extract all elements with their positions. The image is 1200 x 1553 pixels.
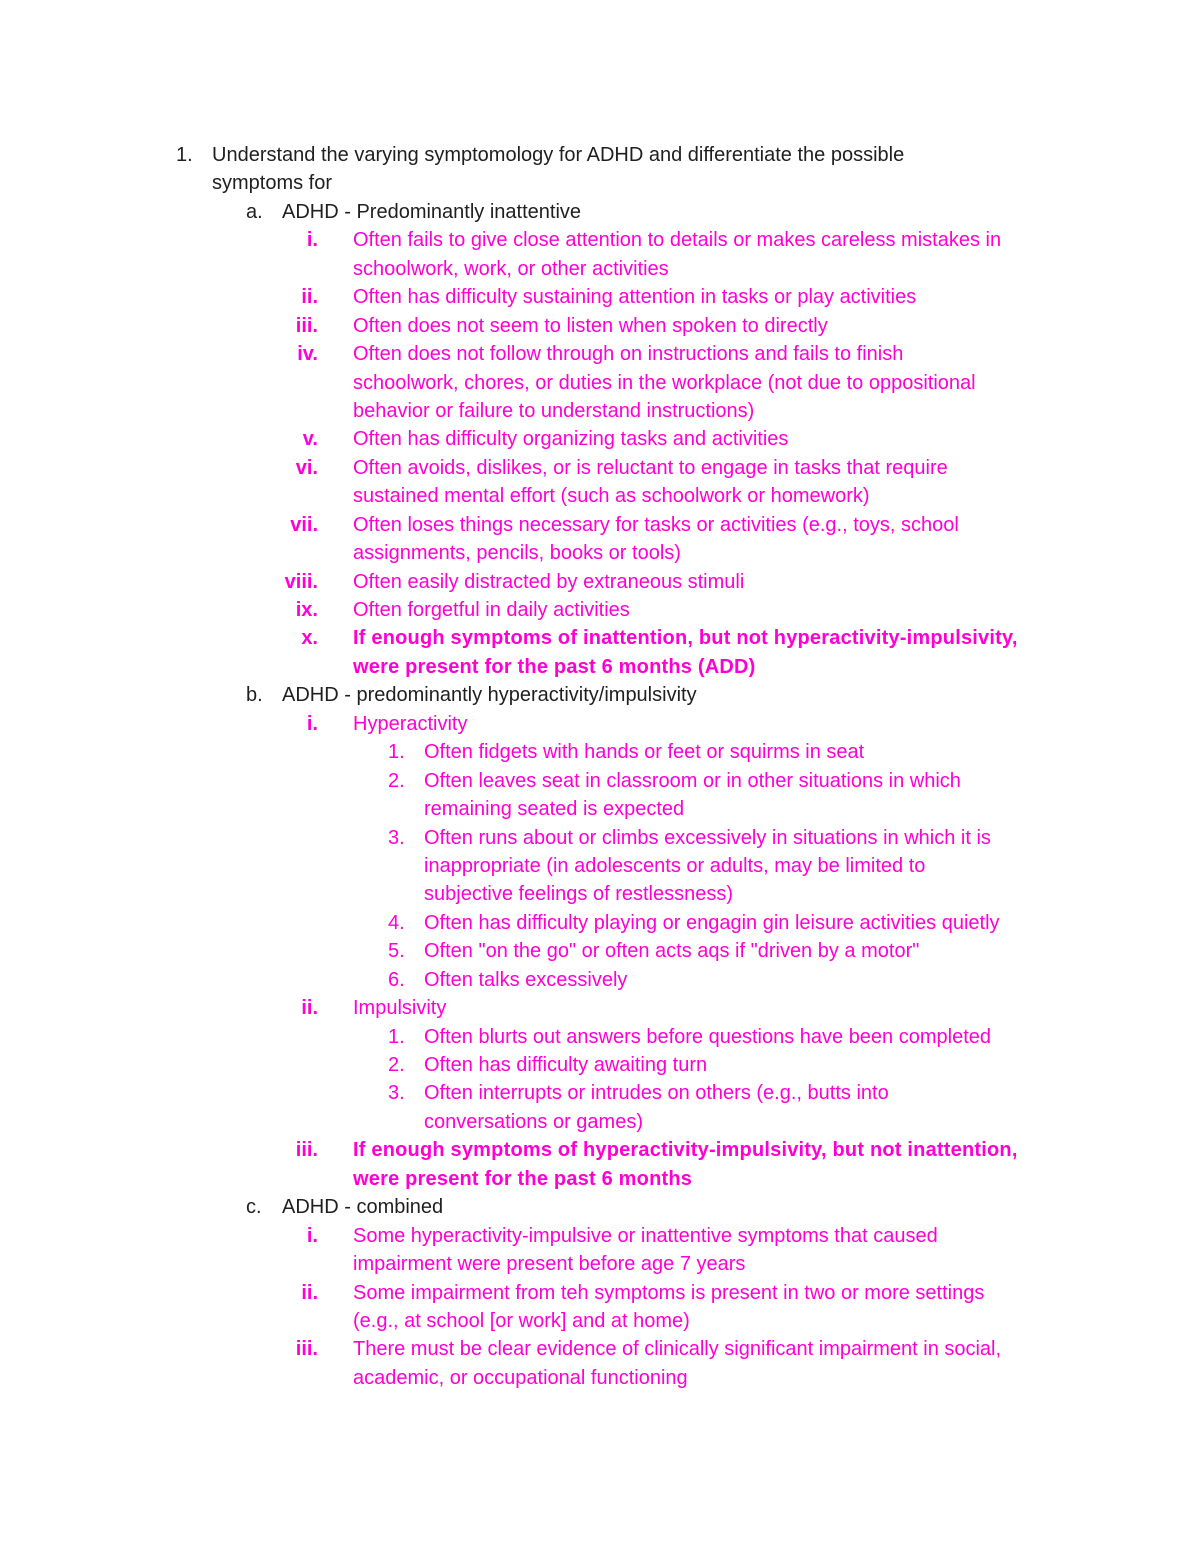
list-item bbox=[0, 824, 1200, 852]
item-text: Often interrupts or intrudes on others (e.g., butts into bbox=[424, 1082, 889, 1105]
section-heading: ADHD - combined bbox=[282, 1196, 444, 1219]
summary-text: If enough symptoms of hyperactivity-impulsivity, but not inattention, bbox=[353, 1139, 1018, 1162]
list-item bbox=[0, 511, 1200, 539]
list-item-summary-cont bbox=[0, 653, 1200, 681]
roman-marker: i. bbox=[306, 712, 318, 735]
summary-text: were present for the past 6 months (ADD) bbox=[353, 655, 756, 678]
list-item-summary bbox=[0, 624, 1200, 652]
list-letter: c. bbox=[246, 1196, 262, 1219]
list-item-summary-cont bbox=[0, 1165, 1200, 1193]
summary-text: If enough symptoms of inattention, but not hyperactivity-impulsivity, bbox=[353, 627, 1018, 650]
item-text: Often easily distracted by extraneous stimuli bbox=[353, 570, 745, 593]
list-item bbox=[0, 425, 1200, 453]
roman-marker: vi. bbox=[295, 456, 318, 479]
section-heading: ADHD - predominantly hyperactivity/impulsivity bbox=[282, 684, 697, 707]
list-number: 3. bbox=[388, 826, 405, 849]
list-item bbox=[0, 283, 1200, 311]
item-text: subjective feelings of restlessness) bbox=[424, 883, 734, 906]
list-number: 1. bbox=[388, 1025, 405, 1048]
item-text: Often has difficulty sustaining attention in tasks or play activities bbox=[353, 286, 917, 309]
roman-marker: ii. bbox=[301, 286, 318, 309]
item-text: symptoms for bbox=[212, 172, 333, 195]
list-item-cont bbox=[0, 255, 1200, 283]
list-item bbox=[0, 1222, 1200, 1250]
list-item bbox=[0, 1279, 1200, 1307]
item-text: academic, or occupational functioning bbox=[353, 1366, 688, 1389]
subsection-hyperactivity bbox=[0, 710, 1200, 738]
list-letter: b. bbox=[246, 684, 263, 707]
list-item bbox=[0, 568, 1200, 596]
item-text: impairment were present before age 7 years bbox=[353, 1253, 746, 1276]
list-number: 6. bbox=[388, 968, 405, 991]
item-text: Often has difficulty playing or engagin gin leisure activities quietly bbox=[424, 911, 1000, 934]
roman-marker: v. bbox=[302, 428, 318, 451]
section-heading: ADHD - Predominantly inattentive bbox=[282, 200, 582, 223]
list-item-cont bbox=[0, 1364, 1200, 1392]
summary-text: were present for the past 6 months bbox=[353, 1167, 693, 1190]
section-b-heading bbox=[0, 681, 1200, 709]
list-item-cont bbox=[0, 397, 1200, 425]
roman-marker: i. bbox=[306, 1224, 318, 1247]
section-c-heading bbox=[0, 1193, 1200, 1221]
roman-marker: iii. bbox=[295, 1139, 318, 1162]
subsection-impulsivity bbox=[0, 994, 1200, 1022]
list-item bbox=[0, 767, 1200, 795]
list-item-cont bbox=[0, 1307, 1200, 1335]
item-text: schoolwork, work, or other activities bbox=[353, 257, 669, 280]
list-item-summary bbox=[0, 1136, 1200, 1164]
item-text: Often forgetful in daily activities bbox=[353, 599, 630, 621]
item-text: conversations or games) bbox=[424, 1110, 643, 1133]
list-item-cont bbox=[0, 539, 1200, 567]
item-text: Some impairment from teh symptoms is present in two or more settings bbox=[353, 1281, 985, 1304]
roman-marker: vii. bbox=[290, 513, 318, 536]
item-text: Often loses things necessary for tasks or activities (e.g., toys, school bbox=[353, 513, 959, 536]
list-item bbox=[0, 1051, 1200, 1079]
list-item bbox=[0, 966, 1200, 994]
roman-marker: ix. bbox=[295, 599, 318, 621]
subsection-label: Hyperactivity bbox=[353, 712, 468, 735]
list-number: 1. bbox=[176, 144, 193, 166]
item-text: remaining seated is expected bbox=[424, 798, 685, 821]
item-text: Often runs about or climbs excessively in situations in which it is bbox=[424, 826, 991, 849]
item-text: Often does not seem to listen when spoken to directly bbox=[353, 314, 828, 337]
list-number: 4. bbox=[388, 911, 405, 934]
list-item bbox=[0, 454, 1200, 482]
roman-marker: iii. bbox=[295, 1338, 318, 1361]
roman-marker: iv. bbox=[297, 343, 318, 366]
item-text: Often talks excessively bbox=[424, 968, 628, 991]
item-text: Often fails to give close attention to details or makes careless mistakes in bbox=[353, 229, 1002, 252]
item-text: Often has difficulty organizing tasks and activities bbox=[353, 428, 789, 451]
subsection-label: Impulsivity bbox=[353, 997, 447, 1020]
list-item bbox=[0, 312, 1200, 340]
list-item bbox=[0, 1335, 1200, 1363]
item-text: (e.g., at school [or work] and at home) bbox=[353, 1309, 690, 1332]
list-item-cont bbox=[0, 852, 1200, 880]
list-item bbox=[0, 738, 1200, 766]
item-text: sustained mental effort (such as schoolwork or homework) bbox=[353, 485, 870, 508]
document-body bbox=[0, 141, 1200, 1392]
roman-marker: ii. bbox=[301, 997, 318, 1020]
roman-marker: viii. bbox=[284, 570, 318, 593]
list-letter: a. bbox=[246, 200, 263, 223]
list-number: 2. bbox=[388, 1054, 405, 1076]
item-text: Often fidgets with hands or feet or squirms in seat bbox=[424, 741, 865, 764]
list-number: 3. bbox=[388, 1082, 405, 1105]
item-text: Often does not follow through on instructions and fails to finish bbox=[353, 343, 904, 366]
item-text: Often "on the go" or often acts aqs if "driven by a motor" bbox=[424, 940, 920, 963]
list-item-cont bbox=[0, 1250, 1200, 1278]
list-item bbox=[0, 937, 1200, 965]
item-text: inappropriate (in adolescents or adults, may be limited to bbox=[424, 854, 926, 877]
item-text: Often avoids, dislikes, or is reluctant to engage in tasks that require bbox=[353, 456, 948, 479]
list-item-cont bbox=[0, 369, 1200, 397]
roman-marker: ii. bbox=[301, 1281, 318, 1304]
list-item-cont bbox=[0, 795, 1200, 823]
list-item bbox=[0, 909, 1200, 937]
list-item-1 bbox=[0, 141, 1200, 169]
item-text: Often has difficulty awaiting turn bbox=[424, 1054, 708, 1076]
roman-marker: iii. bbox=[295, 314, 318, 337]
list-item-cont bbox=[0, 1108, 1200, 1136]
item-text: assignments, pencils, books or tools) bbox=[353, 542, 681, 565]
item-text: Some hyperactivity-impulsive or inattentive symptoms that caused bbox=[353, 1224, 938, 1247]
list-item-cont bbox=[0, 880, 1200, 908]
list-item bbox=[0, 1079, 1200, 1107]
section-a-heading bbox=[0, 198, 1200, 226]
item-text: schoolwork, chores, or duties in the workplace (not due to oppositional bbox=[353, 371, 976, 394]
list-number: 2. bbox=[388, 769, 405, 792]
list-item bbox=[0, 1023, 1200, 1051]
list-number: 5. bbox=[388, 940, 405, 963]
list-item bbox=[0, 226, 1200, 254]
list-number: 1. bbox=[388, 741, 405, 764]
roman-marker: i. bbox=[306, 229, 318, 252]
list-item-cont bbox=[0, 482, 1200, 510]
item-text: behavior or failure to understand instructions) bbox=[353, 399, 755, 422]
item-text: Often blurts out answers before questions have been completed bbox=[424, 1025, 992, 1048]
item-text: Understand the varying symptomology for ADHD and differentiate the possible bbox=[212, 144, 905, 166]
roman-marker: x. bbox=[301, 627, 318, 650]
list-item-1-cont bbox=[0, 169, 1200, 197]
item-text: Often leaves seat in classroom or in other situations in which bbox=[424, 769, 961, 792]
list-item bbox=[0, 596, 1200, 624]
item-text: There must be clear evidence of clinically significant impairment in social, bbox=[353, 1338, 1002, 1361]
list-item bbox=[0, 340, 1200, 368]
